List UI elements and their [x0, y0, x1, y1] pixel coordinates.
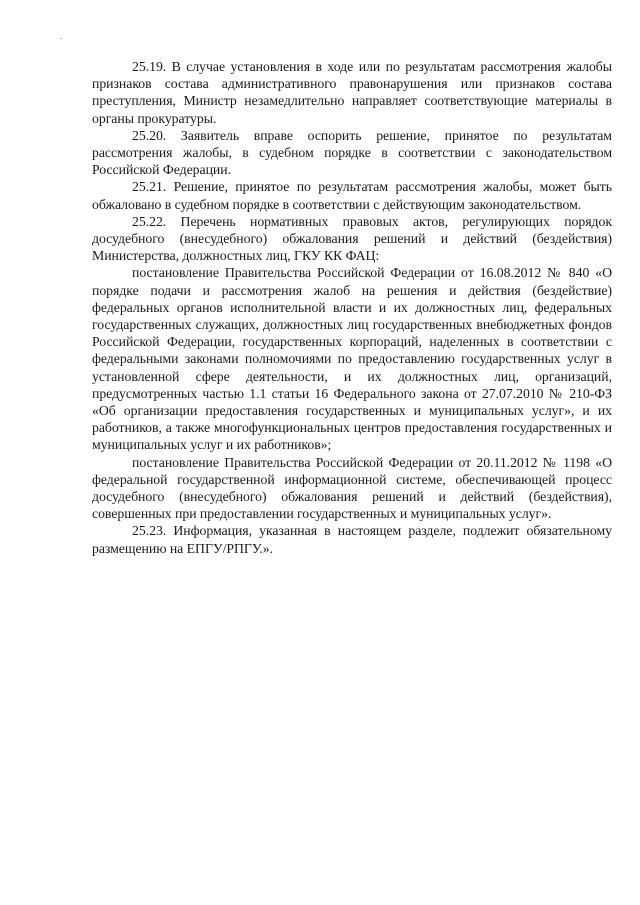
paragraph-25-21: 25.21. Решение, принятое по результатам рассмотрения жалобы, может быть обжаловано в судебном порядке в соответствии с действующим законодательством. — [92, 179, 612, 212]
paragraph-25-23: 25.23. Информация, указанная в настоящем разделе, подлежит обязательному размещению на ЕПГУ/РПГУ.». — [92, 523, 612, 556]
paragraph-25-19: 25.19. В случае установления в ходе или по результатам рассмотрения жалобы признаков состава административного правонарушения или признаков состава преступления, Министр незамедлительно направляет соответствующие материалы в органы прокуратуры. — [92, 59, 612, 126]
scan-speck — [60, 38, 62, 39]
paragraph-25-22: 25.22. Перечень нормативных правовых актов, регулирующих порядок досудебного (внесудебного) обжалования решений и действий (бездействия) Министерства, должностных лиц, ГКУ КК ФАЦ: — [92, 213, 612, 264]
paragraph-resolution-1198: постановление Правительства Российской Федерации от 20.11.2012 № 1198 «О федеральной государственной информационной системе, обеспечивающей процесс досудебного (внесудебного) обжалования решений и действий (бездействия), совершенных при предоставлении государственных и муниципальных услуг». — [92, 454, 612, 522]
document-body — [92, 58, 612, 557]
paragraph-resolution-840: постановление Правительства Российской Федерации от 16.08.2012 № 840 «О порядке подачи и рассмотрения жалоб на решения и действия (бездействие) федеральных органов исполнительной власти и их должностных лиц, федеральных государственных служащих, должностных лиц государственных внебюджетных фондов Российской Федерации, государственных корпораций, наделенных в соответствии с федеральными законами полномочиями по предоставлению государственных услуг в установленной сфере деятельности, и их должностных лиц, организаций, предусмотренных частью 1.1 статьи 16 Федерального закона от 27.07.2010 № 210-ФЗ «Об организации предоставления государственных и муниципальных услуг», и их работников, а также многофункциональных центров предоставления государственных и муниципальных услуг и их работников»; — [92, 265, 612, 453]
paragraph-25-20: 25.20. Заявитель вправе оспорить решение, принятое по результатам рассмотрения жалобы, в судебном порядке в соответствии с законодательством Российской Федерации. — [92, 127, 612, 178]
